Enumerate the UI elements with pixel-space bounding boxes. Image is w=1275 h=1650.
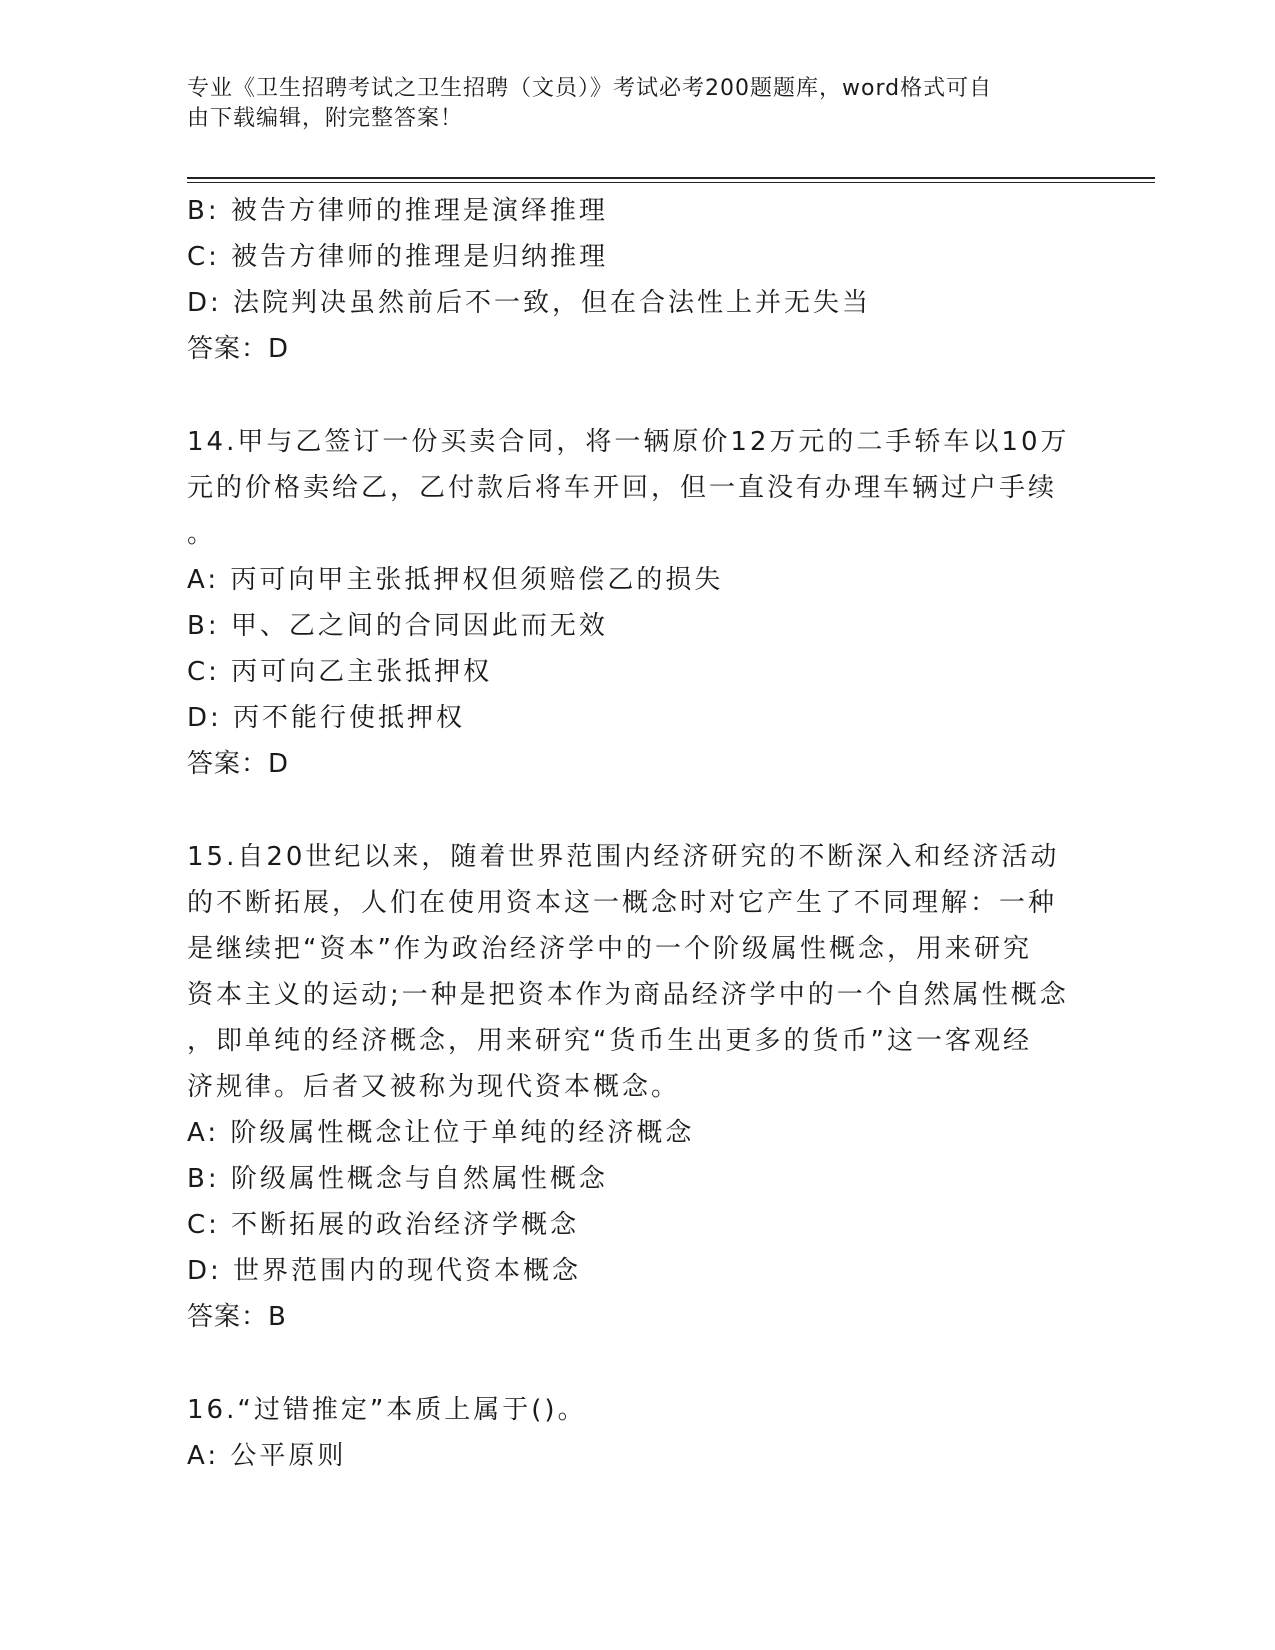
q15-option-c: C: 不断拓展的政治经济学概念 [187, 1210, 580, 1240]
q15-option-b: B: 阶级属性概念与自然属性概念 [187, 1164, 608, 1194]
q13-option-b: B: 被告方律师的推理是演绎推理 [187, 196, 608, 226]
question-list [187, 188, 1087, 1479]
q15-option-a: A: 阶级属性概念让位于单纯的经济概念 [187, 1118, 695, 1148]
q15-stem-line-4: 资本主义的运动;一种是把资本作为商品经济学中的一个自然属性概念 [187, 980, 1069, 1010]
q13-answer: 答案：D [187, 334, 290, 364]
header-divider-thick [187, 177, 1155, 179]
q13-option-d: D: 法院判决虽然前后不一致，但在合法性上并无失当 [187, 288, 872, 318]
q15-stem-line-1: 15.自20世纪以来，随着世界范围内经济研究的不断深入和经济活动 [187, 842, 1060, 872]
q14-option-a: A: 丙可向甲主张抵押权但须赔偿乙的损失 [187, 565, 724, 595]
q14-option-d: D: 丙不能行使抵押权 [187, 703, 466, 733]
q14-answer: 答案：D [187, 749, 290, 779]
header-line-2: 由下载编辑，附完整答案！ [187, 106, 464, 131]
question-16 [187, 1387, 1087, 1479]
q14-option-c: C: 丙可向乙主张抵押权 [187, 657, 493, 687]
q15-stem-line-2: 的不断拓展，人们在使用资本这一概念时对它产生了不同理解：一种 [187, 888, 1058, 918]
q16-stem-line-1: 16.“过错推定”本质上属于()。 [187, 1395, 587, 1425]
header-divider-thin [187, 182, 1155, 183]
q14-stem-line-3: 。 [187, 519, 217, 549]
question-14 [187, 419, 1087, 787]
q15-stem-line-3: 是继续把“资本”作为政治经济学中的一个阶级属性概念，用来研究 [187, 934, 1032, 964]
q13-option-c: C: 被告方律师的推理是归纳推理 [187, 242, 609, 272]
q16-option-a: A: 公平原则 [187, 1441, 347, 1471]
q15-answer: 答案：B [187, 1302, 287, 1332]
question-15 [187, 834, 1087, 1340]
q15-stem-line-5: ，即单纯的经济概念，用来研究“货币生出更多的货币”这一客观经 [187, 1026, 1032, 1056]
q14-stem-line-2: 元的价格卖给乙，乙付款后将车开回，但一直没有办理车辆过户手续 [187, 473, 1058, 503]
q14-option-b: B: 甲、乙之间的合同因此而无效 [187, 611, 608, 641]
q15-option-d: D: 世界范围内的现代资本概念 [187, 1256, 582, 1286]
q15-stem-line-6: 济规律。后者又被称为现代资本概念。 [187, 1072, 681, 1102]
document-header [187, 74, 1087, 134]
question-13 [187, 188, 1087, 372]
header-line-1: 专业《卫生招聘考试之卫生招聘（文员）》考试必考200题题库，word格式可自 [187, 76, 993, 101]
q14-stem-line-1: 14.甲与乙签订一份买卖合同，将一辆原价12万元的二手轿车以10万 [187, 427, 1070, 457]
